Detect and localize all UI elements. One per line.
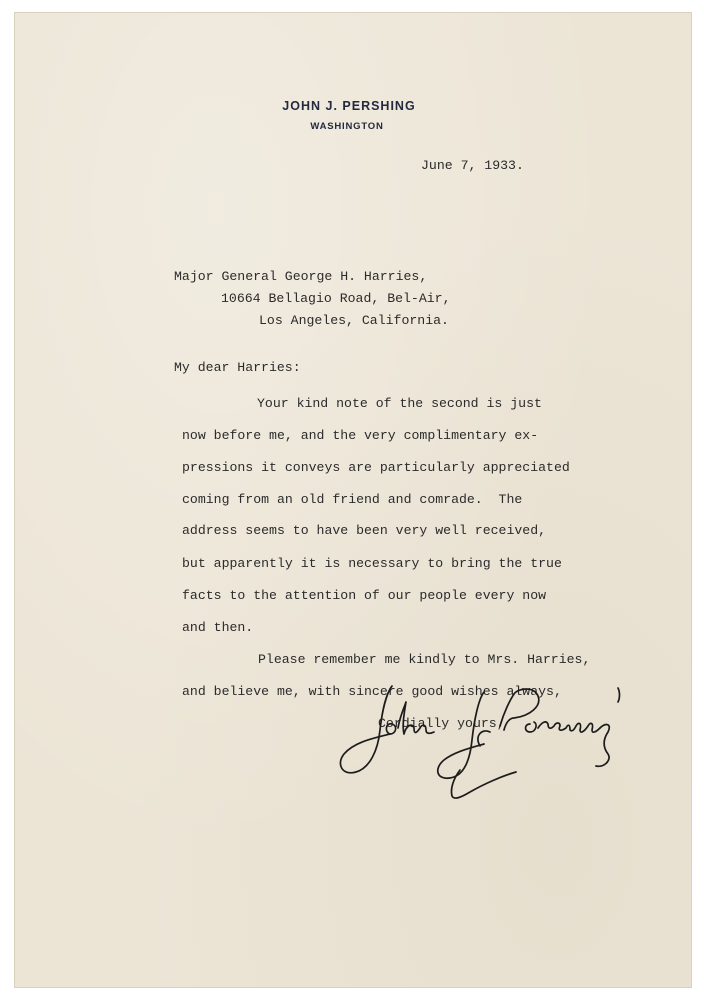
handwritten-signature — [334, 672, 634, 812]
body-line: and then. — [182, 620, 254, 635]
body-line: Your kind note of the second is just — [257, 396, 542, 411]
address-line-2: 10664 Bellagio Road, Bel-Air, — [221, 291, 451, 306]
body-line: address seems to have been very well received, — [182, 523, 547, 538]
body-line: now before me, and the very complimentary ex- — [182, 428, 539, 443]
closing: Cordially yours, — [378, 716, 505, 731]
body-line: pressions it conveys are particularly appreciated — [182, 460, 570, 475]
body-line: and believe me, with sincere good wishes always, — [182, 684, 562, 699]
body-line: but apparently it is necessary to bring the true — [182, 556, 562, 571]
letterhead-city: WASHINGTON — [310, 121, 384, 132]
body-line: Please remember me kindly to Mrs. Harries, — [258, 652, 591, 667]
letter-sheet — [14, 12, 692, 988]
address-line-1: Major General George H. Harries, — [174, 269, 428, 284]
letter-date: June 7, 1933. — [421, 158, 524, 173]
address-line-3: Los Angeles, California. — [259, 313, 449, 328]
salutation: My dear Harries: — [174, 360, 301, 375]
body-line: facts to the attention of our people every now — [182, 588, 547, 603]
body-line: coming from an old friend and comrade. The — [182, 492, 523, 507]
letterhead-name: JOHN J. PERSHING — [282, 99, 416, 113]
